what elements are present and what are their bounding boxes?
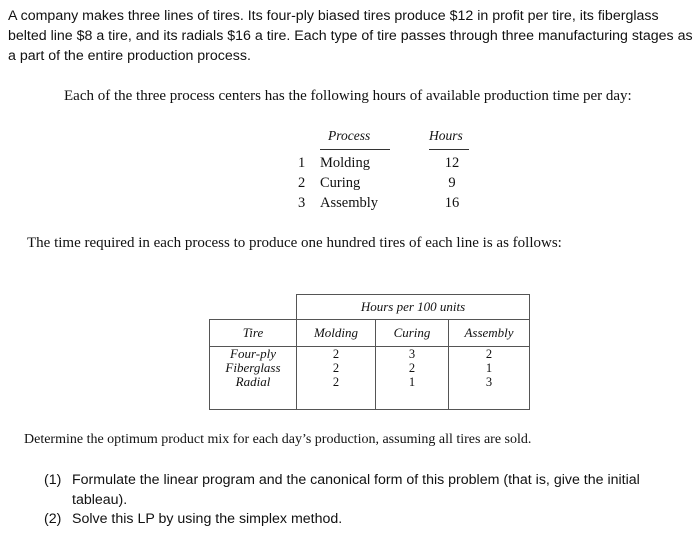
process-row	[298, 154, 488, 173]
assembly-value: 1	[485, 361, 493, 375]
molding-column-header: Molding	[297, 320, 376, 347]
process-name: Assembly	[320, 195, 378, 211]
tire-name: Fiberglass	[225, 360, 281, 375]
process-column-header: Process	[328, 128, 371, 143]
process-hours: 12	[444, 155, 460, 171]
table-corner	[210, 295, 297, 320]
process-hours: 16	[444, 195, 460, 211]
curing-column-header: Curing	[376, 320, 449, 347]
molding-value: 2	[332, 361, 340, 375]
curing-value: 3	[408, 347, 416, 361]
process-row	[298, 194, 488, 213]
task-number: (1)	[44, 472, 62, 488]
curing-value: 1	[408, 375, 416, 389]
tire-name: Four-ply	[230, 346, 276, 361]
hours-header-rule	[429, 149, 469, 150]
hours-column-header: Hours	[429, 128, 463, 143]
problem-intro: A company makes three lines of tires. Its four-ply biased tires produce $12 in profit per tire, its fiberglass belted line $8 a tire, and its radials $16 a tire. Each type of tire passes through three manufacturing stages as a part of the entire production process.	[8, 8, 693, 64]
time-required-text: The time required in each process to produce one hundred tires of each line is as follows:	[27, 235, 562, 251]
determine-text: Determine the optimum product mix for each day’s production, assuming all tires are sold.	[24, 432, 532, 447]
assembly-values-cell	[449, 347, 530, 410]
tire-name: Radial	[235, 374, 271, 389]
curing-value: 2	[408, 361, 416, 375]
tire-hours-table	[209, 294, 530, 410]
tire-column-header: Tire	[210, 320, 297, 347]
curing-values-cell	[376, 347, 449, 410]
molding-value: 2	[332, 375, 340, 389]
hours-per-100-header: Hours per 100 units	[297, 295, 530, 320]
process-number: 2	[298, 175, 306, 191]
task-number: (2)	[44, 511, 62, 527]
tire-names-cell	[210, 347, 297, 410]
process-name: Curing	[320, 175, 361, 191]
process-hours: 9	[448, 175, 456, 191]
task-text: Solve this LP by using the simplex method.	[72, 511, 343, 527]
task-text: Formulate the linear program and the canonical form of this problem (that is, give the initial tableau).	[72, 472, 640, 508]
process-number: 3	[298, 195, 306, 211]
process-number: 1	[298, 155, 306, 171]
assembly-value: 2	[485, 347, 493, 361]
process-hours-table	[298, 124, 488, 214]
process-name: Molding	[320, 155, 370, 171]
process-row	[298, 174, 488, 193]
molding-values-cell	[297, 347, 376, 410]
process-centers-text: Each of the three process centers has the following hours of available production time per day:	[64, 88, 632, 104]
assembly-column-header: Assembly	[449, 320, 530, 347]
assembly-value: 3	[485, 375, 493, 389]
molding-value: 2	[332, 347, 340, 361]
process-header-rule	[320, 149, 390, 150]
